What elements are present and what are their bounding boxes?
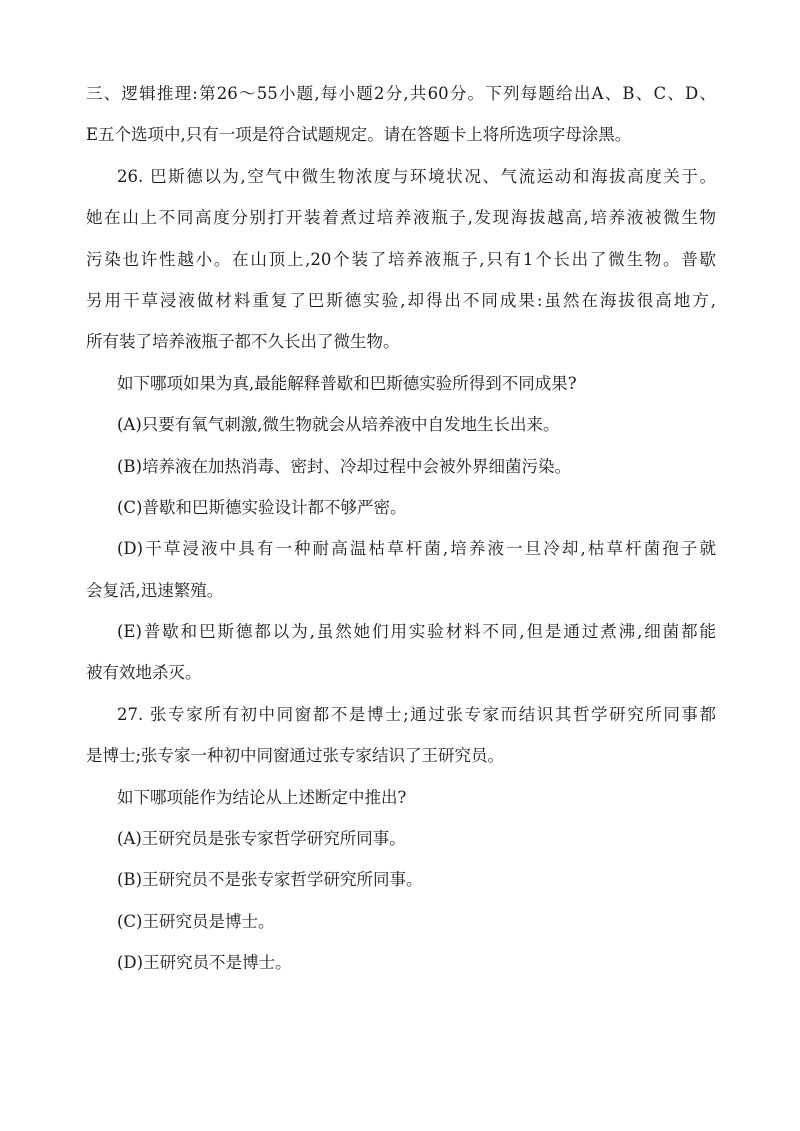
question-27-option-c: (C)王研究员是博士。 <box>117 911 275 931</box>
document-page <box>86 82 716 993</box>
question-26-stem-line-4: 另用干草浸液做材料重复了巴斯德实验,却得出不同成果:虽然在海拔很高地方, <box>86 290 716 310</box>
question-26-stem-line-5: 所有装了培养液瓶子都不久长出了微生物。 <box>86 332 400 352</box>
question-26-option-b: (B)培养液在加热消毒、密封、冷却过程中会被外界细菌污染。 <box>117 456 571 476</box>
question-26-prompt: 如下哪项如果为真,最能解释普歇和巴斯德实验所得到不同成果? <box>117 373 577 393</box>
question-26-option-c: (C)普歇和巴斯德实验设计都不够严密。 <box>117 497 407 517</box>
question-27-option-d: (D)王研究员不是博士。 <box>117 953 292 973</box>
question-26-option-a: (A)只要有氧气刺激,微生物就会从培养液中自发地生长出来。 <box>117 415 560 435</box>
question-27-option-b: (B)王研究员不是张专家哲学研究所同事。 <box>117 870 423 890</box>
question-27-stem-line-1: 27. 张专家所有初中同窗都不是博士;通过张专家而结识其哲学研究所同事都 <box>117 704 716 724</box>
question-26-stem-line-3: 污染也许性越小。在山顶上,20个装了培养液瓶子,只有1个长出了微生物。普歇 <box>86 249 716 269</box>
question-26-option-d-line-1: (D)干草浸液中具有一种耐高温枯草杆菌,培养液一旦冷却,枯草杆菌孢子就 <box>117 539 716 559</box>
question-26-option-e-line-1: (E)普歇和巴斯德都以为,虽然她们用实验材料不同,但是通过煮沸,细菌都能 <box>117 622 716 642</box>
question-26-stem-line-1: 26. 巴斯德以为,空气中微生物浓度与环境状况、气流运动和海拔高度关于。 <box>117 166 716 186</box>
question-27-prompt: 如下哪项能作为结论从上述断定中推出? <box>117 787 407 807</box>
section-header-line-1: 三、逻辑推理:第26～55小题,每小题2分,共60分。下列每题给出A、B、C、D、 <box>86 84 716 103</box>
question-27-option-a: (A)王研究员是张专家哲学研究所同事。 <box>117 829 406 849</box>
question-27-stem-line-2: 是博士;张专家一种初中同窗通过张专家结识了王研究员。 <box>86 746 505 766</box>
section-header-line-2: E五个选项中,只有一项是符合试题规定。请在答题卡上将所选项字母涂黑。 <box>86 125 632 145</box>
question-26-stem-line-2: 她在山上不同高度分别打开装着煮过培养液瓶子,发现海拔越高,培养液被微生物 <box>86 208 716 228</box>
question-26-option-d-line-2: 会复活,迅速繁殖。 <box>86 580 224 600</box>
question-26-option-e-line-2: 被有效地杀灭。 <box>86 663 202 683</box>
